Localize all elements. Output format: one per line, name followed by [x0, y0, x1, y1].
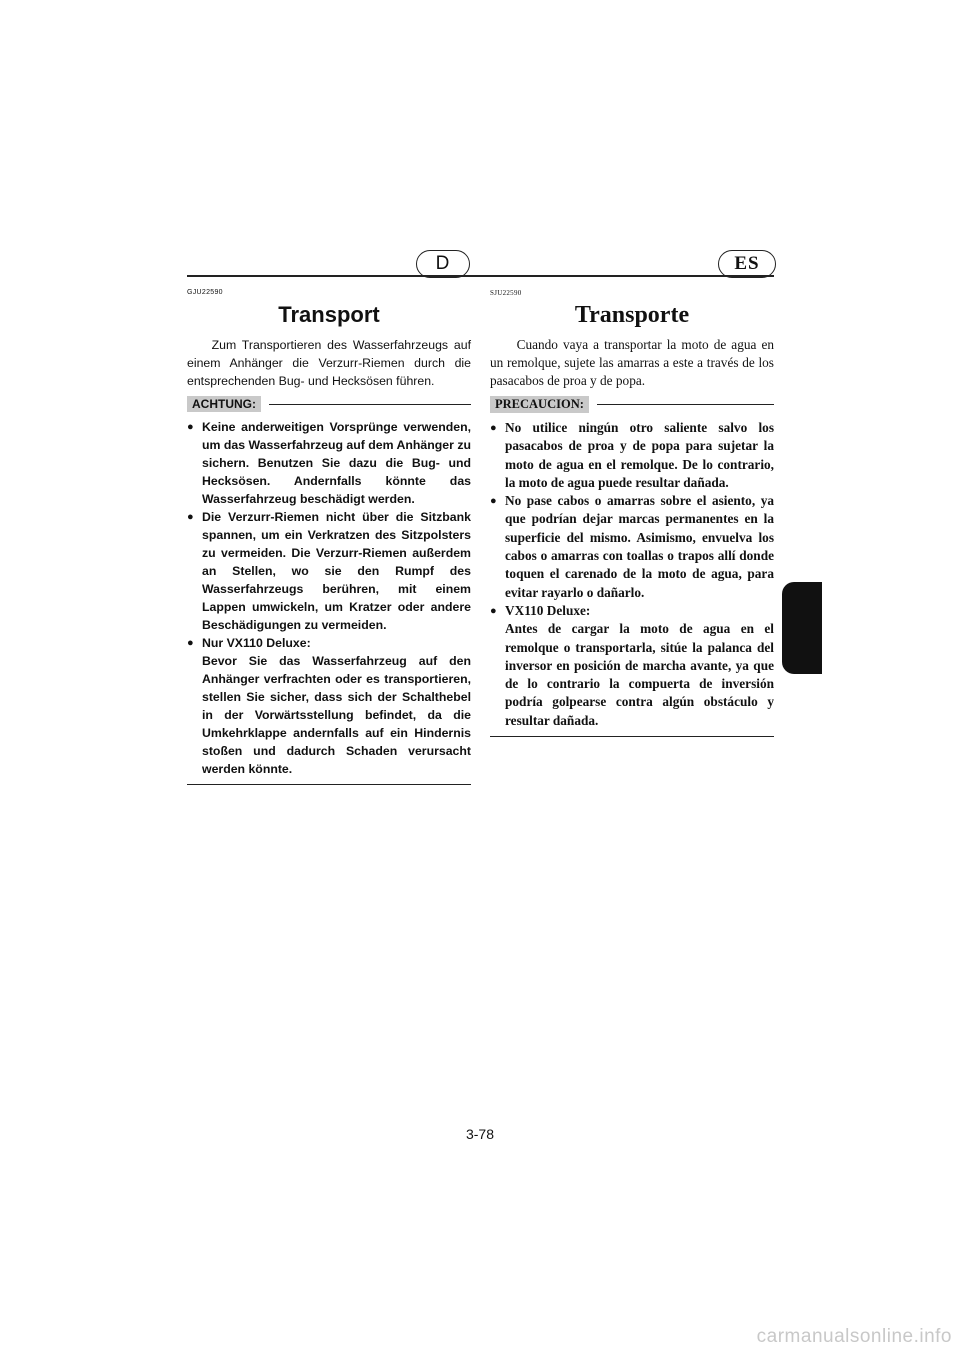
caution-end-rule [187, 784, 471, 785]
list-item: ● No pase cabos o amarras sobre el asiento, ya que podrían dejar marcas permanentes en la superficie del mismo. Asimismo, envuelva los cabos o amarras con toallas o trapos allí donde toquen el carenado de la moto de agua, para evitar rayarlo o dañarlo. [490, 493, 774, 600]
bullet-icon: ● [490, 495, 497, 508]
language-badge-german: D [416, 250, 470, 278]
bullet-icon: ● [490, 422, 497, 434]
chapter-side-tab [782, 582, 822, 674]
list-item: ● Keine anderweitigen Vorsprünge verwenden, um das Wasserfahrzeug auf dem Anhänger zu sichern. Benutzen Sie dazu die Bug- und Hecksösen. Andernfalls könnte das Wasserfahrzeug beschädigt werden. [187, 420, 471, 506]
header-divider [187, 275, 774, 277]
german-column [187, 288, 471, 785]
caution-rule [597, 404, 774, 405]
bullet-icon: ● [490, 604, 497, 617]
section-code: SJU22590 [490, 289, 522, 297]
section-title: Transporte [574, 302, 690, 328]
page-number: 3-78 [465, 1126, 495, 1142]
language-badge-spanish: ES [718, 250, 776, 278]
caution-end-rule [490, 736, 774, 737]
caution-label: ACHTUNG: [187, 396, 261, 412]
intro-paragraph: Cuando vaya a transportar la moto de agua en un remolque, sujete las amarras a este a través de los pasacabos de proa y de popa. [490, 337, 774, 388]
caution-header [187, 396, 471, 412]
intro-paragraph: Zum Transportieren des Wasserfahrzeugs auf einem Anhänger die Verzurr-Riemen durch die entsprechenden Bug- und Hecksösen führen. [187, 338, 471, 388]
watermark: carmanualsonline.info [756, 1326, 952, 1347]
caution-rule [269, 404, 471, 405]
bullet-icon: ● [187, 637, 194, 649]
list-item: ● Nur VX110 Deluxe: Bevor Sie das Wasserfahrzeug auf den Anhänger verfrachten oder es transportieren, stellen Sie sicher, dass sich der Schalthebel in der Vorwärtsstellung befindet, da die Umkehrklappe andernfalls auf ein Hindernis stoßen und dadurch Schaden verursacht werden könnte. [187, 636, 471, 776]
caution-list [187, 418, 471, 778]
caution-label: PRECAUCION: [490, 396, 589, 413]
list-item: ● Die Verzurr-Riemen nicht über die Sitzbank spannen, um ein Verkratzen des Sitzpolsters zu vermeiden. Die Verzurr-Riemen außerdem an Stellen, wo sie den Rumpf des Wasserfahrzeugs berühren, mit einem Lappen umwickeln, um Kratzer oder andere Beschädigungen zu vermeiden. [187, 510, 471, 632]
caution-list [490, 419, 774, 730]
spanish-column [490, 288, 774, 737]
section-title: Transport [278, 302, 380, 327]
bullet-icon: ● [187, 421, 194, 433]
section-code: GJU22590 [187, 289, 223, 296]
list-item: ● No utilice ningún otro saliente salvo los pasacabos de proa y de popa para sujetar la moto de agua en el remolque. De lo contrario, la moto de agua puede resultar dañada. [490, 420, 774, 490]
caution-header [490, 396, 774, 413]
list-item: ● VX110 Deluxe: Antes de cargar la moto de agua en el remolque o transportarla, sitúe la palanca del inversor en posición de marcha avante, ya que de lo contrario la compuerta de inversión podría golpearse contra algún obstáculo y resultar dañada. [490, 602, 774, 728]
bullet-icon: ● [187, 511, 194, 523]
